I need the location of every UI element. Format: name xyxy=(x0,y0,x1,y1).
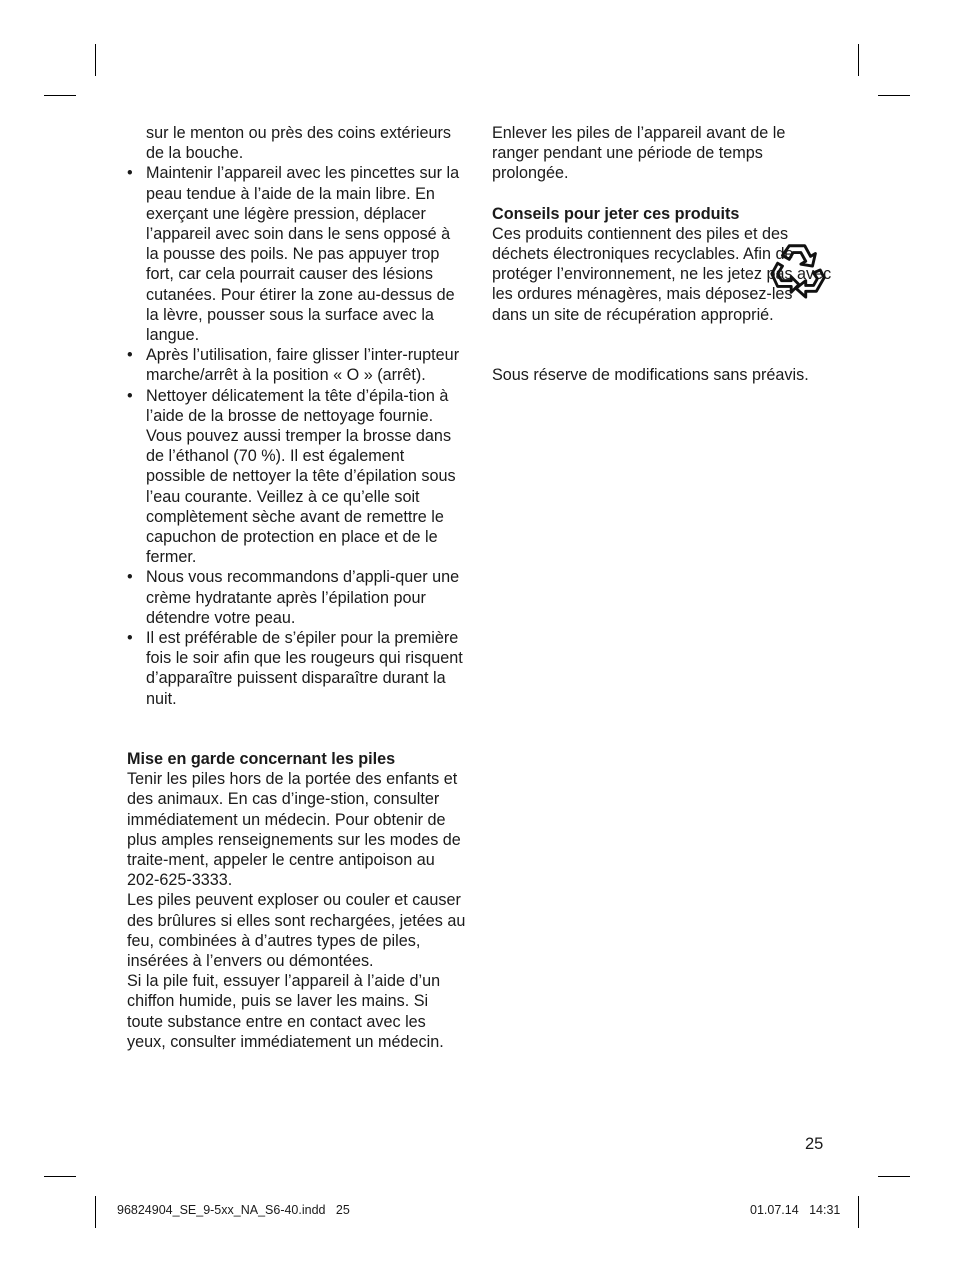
disclaimer: Sous réserve de modifications sans préavis. xyxy=(492,365,809,384)
page-number: 25 xyxy=(805,1135,824,1153)
crop-mark xyxy=(44,95,76,96)
recycle-icon xyxy=(766,238,828,300)
crop-mark xyxy=(878,1176,910,1177)
disposal-section xyxy=(492,224,832,325)
left-column xyxy=(127,123,467,1052)
list-item: • Il est préférable de s’épiler pour la première fois le soir afin que les rougeurs qui risquent d’apparaître puissent disparaître durant la nuit. xyxy=(127,628,467,709)
crop-mark xyxy=(44,1176,76,1177)
crop-mark xyxy=(95,1196,96,1228)
list-item: • Nettoyer délicatement la tête d’épila-tion à l’aide de la brosse de nettoyage fournie. Vous pouvez aussi tremper la brosse dans de l’éthanol (70 %). Il est également possible de nettoyer la tête d’épilation sous l’eau courante. Veillez à ce qu’elle soit complètement sèche avant de remettre le capuchon de protection en place et de le fermer. xyxy=(127,386,467,568)
disposal-heading: Conseils pour jeter ces produits xyxy=(492,204,740,223)
storage-note: Enlever les piles de l’appareil avant de le ranger pendant une période de temps prolongée. xyxy=(492,124,786,183)
intro-continuation: sur le menton ou près des coins extérieurs de la bouche. xyxy=(146,124,452,163)
list-item: • Nous vous recommandons d’appli-quer une crème hydratante après l’épilation pour détendre votre peau. xyxy=(127,567,467,628)
footer-file-info: 96824904_SE_9-5xx_NA_S6-40.indd 25 xyxy=(117,1203,350,1217)
list-item: • Maintenir l’appareil avec les pincettes sur la peau tendue à l’aide de la main libre. En exerçant une légère pression, déplacer l’appareil avec soin dans le sens opposé à la pousse des poils. Ne pas appuyer trop fort, car cela pourrait causer des lésions cutanées. Pour étirer la zone au-dessus de la lèvre, pousser sous la surface avec la langue. xyxy=(127,163,467,345)
battery-warning-paragraph: Tenir les piles hors de la portée des enfants et des animaux. En cas d’inge-stion, consulter immédiatement un médecin. Pour obtenir de plus amples renseignements sur les modes de traite-ment, appeler le centre antipoison au 202-625-3333. xyxy=(127,770,461,890)
crop-mark xyxy=(858,1196,859,1228)
battery-warning-heading: Mise en garde concernant les piles xyxy=(127,749,396,768)
crop-mark xyxy=(858,44,859,76)
battery-warning-paragraph: Si la pile fuit, essuyer l’appareil à l’aide d’un chiffon humide, puis se laver les mains. Si toute substance entre en contact avec les yeux, consulter immédiatement un médecin. xyxy=(127,972,444,1051)
right-column xyxy=(492,123,832,385)
footer-timestamp: 01.07.14 14:31 xyxy=(750,1203,841,1217)
crop-mark xyxy=(95,44,96,76)
disposal-text: Ces produits contiennent des piles et des déchets électroniques recyclables. Afin de protéger l’environnement, ne les jetez pas avec les ordures ménagères, mais déposez-les dans un site de récupération approprié. xyxy=(492,224,832,324)
usage-instructions-list xyxy=(127,163,467,708)
battery-warning-paragraph: Les piles peuvent exploser ou couler et causer des brûlures si elles sont rechargées, jetées au feu, combinées à d’autres types de piles, insérées à l’envers ou démontées. xyxy=(127,891,466,970)
crop-mark xyxy=(878,95,910,96)
list-item: • Après l’utilisation, faire glisser l’inter-rupteur marche/arrêt à la position « O » (arrêt). xyxy=(127,345,467,385)
